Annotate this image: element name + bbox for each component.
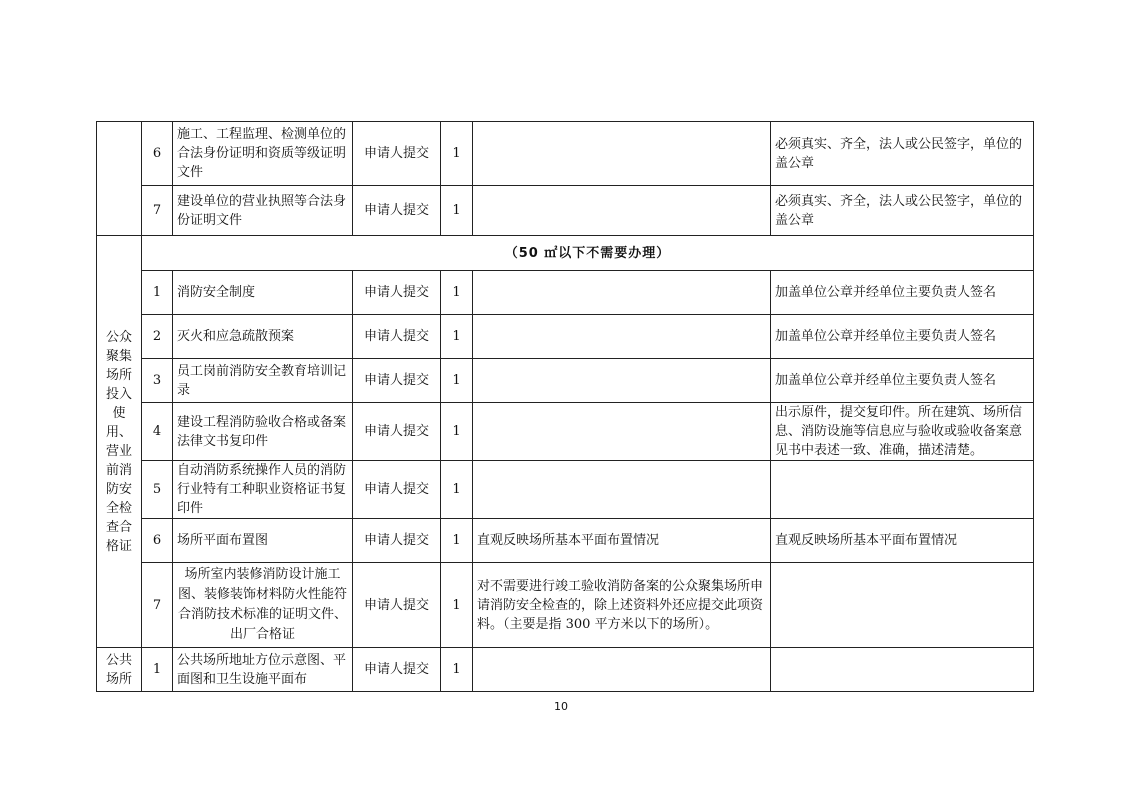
- category-cell-empty: [97, 122, 142, 236]
- table-row: [97, 648, 1034, 692]
- material-name: 公共场所地址方位示意图、平面图和卫生设施平面布: [173, 648, 353, 692]
- standard: [473, 461, 771, 519]
- remark: [771, 461, 1034, 519]
- submitter: 申请人提交: [353, 186, 441, 236]
- copy-count: 1: [441, 271, 473, 315]
- standard: [473, 315, 771, 359]
- table-row: [97, 461, 1034, 519]
- copy-count: 1: [441, 519, 473, 563]
- remark: 加盖单位公章并经单位主要负责人签名: [771, 271, 1034, 315]
- standard: [473, 359, 771, 403]
- standard: 对不需要进行竣工验收消防备案的公众聚集场所申请消防安全检查的，除上述资料外还应提交此项资料。（主要是指 300 平方米以下的场所）。: [473, 563, 771, 648]
- material-name: 建设工程消防验收合格或备案法律文书复印件: [173, 403, 353, 461]
- table-row: [97, 236, 1034, 271]
- submitter: 申请人提交: [353, 315, 441, 359]
- row-number: 2: [142, 315, 173, 359]
- copy-count: 1: [441, 648, 473, 692]
- materials-table: [96, 121, 1034, 692]
- material-name: 场所室内装修消防设计施工图、装修装饰材料防火性能符合消防技术标准的证明文件、出厂合格证: [173, 563, 353, 648]
- copy-count: 1: [441, 122, 473, 186]
- remark: [771, 648, 1034, 692]
- page-number: 10: [554, 700, 568, 713]
- row-number: 1: [142, 271, 173, 315]
- submitter: 申请人提交: [353, 519, 441, 563]
- table-row: [97, 271, 1034, 315]
- submitter: 申请人提交: [353, 648, 441, 692]
- copy-count: 1: [441, 315, 473, 359]
- row-number: 6: [142, 122, 173, 186]
- material-name: 自动消防系统操作人员的消防行业特有工种职业资格证书复印件: [173, 461, 353, 519]
- copy-count: 1: [441, 359, 473, 403]
- standard: [473, 186, 771, 236]
- material-name: 灭火和应急疏散预案: [173, 315, 353, 359]
- copy-count: 1: [441, 461, 473, 519]
- table-row: [97, 315, 1034, 359]
- remark: 直观反映场所基本平面布置情况: [771, 519, 1034, 563]
- remark: 加盖单位公章并经单位主要负责人签名: [771, 315, 1034, 359]
- copy-count: 1: [441, 563, 473, 648]
- row-number: 5: [142, 461, 173, 519]
- standard: [473, 648, 771, 692]
- table-row: [97, 403, 1034, 461]
- standard: 直观反映场所基本平面布置情况: [473, 519, 771, 563]
- material-name: 场所平面布置图: [173, 519, 353, 563]
- copy-count: 1: [441, 403, 473, 461]
- submitter: 申请人提交: [353, 271, 441, 315]
- row-number: 3: [142, 359, 173, 403]
- category-cell: 公共场所: [97, 648, 142, 692]
- category-cell: 公众聚集场所投入使用、营业前消防安全检查合格证: [97, 236, 142, 648]
- material-name: 消防安全制度: [173, 271, 353, 315]
- material-name: 员工岗前消防安全教育培训记录: [173, 359, 353, 403]
- row-number: 7: [142, 563, 173, 648]
- remark: 必须真实、齐全，法人或公民签字，单位的盖公章: [771, 122, 1034, 186]
- material-name: 建设单位的营业执照等合法身份证明文件: [173, 186, 353, 236]
- material-name: 施工、工程监理、检测单位的合法身份证明和资质等级证明文件: [173, 122, 353, 186]
- submitter: 申请人提交: [353, 122, 441, 186]
- remark: [771, 563, 1034, 648]
- section-banner: （50 ㎡以下不需要办理）: [142, 236, 1034, 271]
- submitter: 申请人提交: [353, 403, 441, 461]
- standard: [473, 403, 771, 461]
- row-number: 1: [142, 648, 173, 692]
- table-row: [97, 186, 1034, 236]
- row-number: 6: [142, 519, 173, 563]
- submitter: 申请人提交: [353, 359, 441, 403]
- copy-count: 1: [441, 186, 473, 236]
- row-number: 4: [142, 403, 173, 461]
- table-row: [97, 563, 1034, 648]
- standard: [473, 271, 771, 315]
- table-row: [97, 359, 1034, 403]
- table-row: [97, 122, 1034, 186]
- submitter: 申请人提交: [353, 563, 441, 648]
- remark: 加盖单位公章并经单位主要负责人签名: [771, 359, 1034, 403]
- remark: 必须真实、齐全，法人或公民签字，单位的盖公章: [771, 186, 1034, 236]
- standard: [473, 122, 771, 186]
- submitter: 申请人提交: [353, 461, 441, 519]
- row-number: 7: [142, 186, 173, 236]
- table-row: [97, 519, 1034, 563]
- remark: 出示原件，提交复印件。所在建筑、场所信息、消防设施等信息应与验收或验收备案意见书中表述一致、准确，描述清楚。: [771, 403, 1034, 461]
